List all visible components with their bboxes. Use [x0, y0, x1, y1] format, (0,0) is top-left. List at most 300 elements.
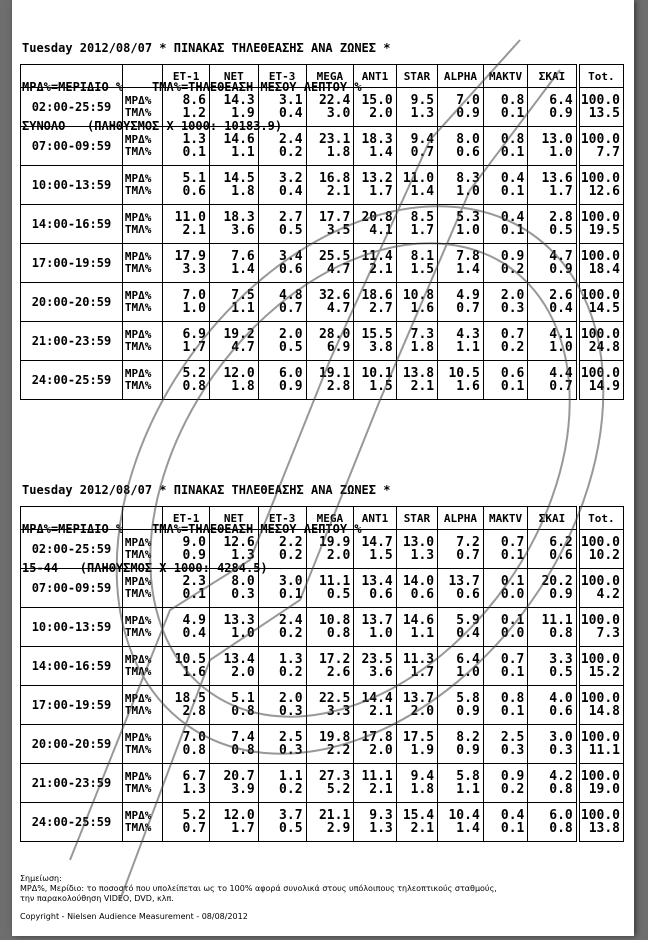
- share-value: 0.4: [500, 171, 525, 186]
- value-cell: [306, 166, 354, 205]
- value-cell: [396, 283, 437, 322]
- value-cell: [438, 764, 484, 803]
- footnote-line: ΜΡΔ%, Μερίδιο: το ποσοστό που υπολείπεται ως το 100% αφορά συνολικά στους υπόλοιπους τηλεοπτικούς σταθμούς,: [20, 884, 497, 893]
- value-cell: [163, 569, 210, 608]
- share-value: 17.2: [318, 652, 351, 667]
- value-cell: [528, 803, 578, 842]
- rating-label: ΤΜΛ%: [124, 587, 152, 600]
- share-value: 0.9: [500, 249, 525, 264]
- rating-label: ΤΜΛ%: [124, 704, 152, 717]
- share-label: ΜΡΔ%: [124, 289, 152, 302]
- total-cell: [578, 166, 624, 205]
- rating-value: 2.1: [410, 821, 435, 836]
- table-row: [21, 647, 624, 686]
- share-total: 100.0: [580, 366, 620, 381]
- rating-value: 1.7: [549, 184, 573, 199]
- share-value: 11.0: [402, 171, 435, 186]
- rating-value: 1.0: [456, 184, 480, 199]
- share-value: 10.1: [361, 366, 393, 381]
- value-cell: [396, 569, 437, 608]
- share-value: 8.2: [456, 730, 480, 745]
- measure-labels: [122, 322, 162, 361]
- table-row: [21, 686, 624, 725]
- rating-label: ΤΜΛ%: [124, 262, 152, 275]
- rating-value: 1.4: [456, 262, 480, 277]
- col-header-total: Tot.: [578, 65, 624, 88]
- rating-value: 1.5: [410, 262, 435, 277]
- value-cell: [258, 647, 306, 686]
- ratings-table-15-44: [20, 506, 624, 842]
- col-header-ant1: ANT1: [354, 507, 396, 530]
- value-cell: [163, 647, 210, 686]
- share-total: 100.0: [580, 574, 620, 589]
- rating-value: 0.1: [500, 145, 525, 160]
- share-value: 2.5: [279, 730, 303, 745]
- total-cell: [578, 244, 624, 283]
- share-value: 20.8: [361, 210, 393, 225]
- share-value: 13.7: [361, 613, 393, 628]
- rating-total: 14.9: [588, 379, 620, 394]
- timeslot-cell: 17:00-19:59: [21, 686, 123, 725]
- value-cell: [306, 205, 354, 244]
- share-value: 13.4: [361, 574, 393, 589]
- value-cell: [163, 205, 210, 244]
- col-header-star: STAR: [396, 507, 437, 530]
- value-cell: [354, 244, 396, 283]
- col-header-et1: ET-1: [163, 507, 210, 530]
- table-row: [21, 764, 624, 803]
- table-row: [21, 803, 624, 842]
- col-header-timeslot: [21, 65, 123, 88]
- rating-value: 2.8: [182, 704, 206, 719]
- share-label: ΜΡΔ%: [124, 133, 152, 146]
- share-value: 9.3: [369, 808, 393, 823]
- rating-value: 1.8: [410, 340, 435, 355]
- share-value: 8.5: [410, 210, 435, 225]
- rating-value: 1.7: [410, 223, 435, 238]
- share-value: 8.1: [410, 249, 435, 264]
- value-cell: [258, 205, 306, 244]
- share-total: 100.0: [580, 171, 620, 186]
- share-value: 13.3: [223, 613, 255, 628]
- col-header-et3: ET-3: [258, 65, 306, 88]
- value-cell: [209, 803, 258, 842]
- rating-value: 1.9: [231, 106, 255, 121]
- value-cell: [258, 127, 306, 166]
- value-cell: [396, 647, 437, 686]
- rating-label: ΤΜΛ%: [124, 782, 152, 795]
- share-total: 100.0: [580, 613, 620, 628]
- rating-value: 3.3: [182, 262, 206, 277]
- rating-value: 4.1: [369, 223, 393, 238]
- share-value: 19.1: [318, 366, 351, 381]
- col-header-timeslot: [21, 507, 123, 530]
- share-value: 11.4: [361, 249, 393, 264]
- total-cell: [578, 361, 624, 400]
- measure-labels: [122, 686, 162, 725]
- rating-value: 2.0: [326, 548, 351, 563]
- share-value: 6.4: [549, 93, 573, 108]
- rating-value: 1.0: [182, 301, 206, 316]
- total-cell: [578, 569, 624, 608]
- rating-value: 0.5: [279, 223, 303, 238]
- value-cell: [483, 361, 528, 400]
- rating-value: 0.3: [549, 743, 573, 758]
- value-cell: [163, 283, 210, 322]
- rating-value: 0.6: [456, 587, 480, 602]
- share-value: 17.5: [402, 730, 435, 745]
- value-cell: [258, 283, 306, 322]
- rating-total: 24.8: [588, 340, 620, 355]
- value-cell: [483, 725, 528, 764]
- share-total: 100.0: [580, 210, 620, 225]
- share-value: 18.3: [361, 132, 393, 147]
- share-value: 16.8: [318, 171, 351, 186]
- rating-value: 0.1: [500, 548, 525, 563]
- rating-value: 0.1: [500, 223, 525, 238]
- value-cell: [306, 608, 354, 647]
- table-head-row: [21, 507, 624, 530]
- value-cell: [209, 764, 258, 803]
- measure-labels: [122, 244, 162, 283]
- rating-value: 0.3: [231, 587, 255, 602]
- share-value: 5.2: [182, 366, 206, 381]
- rating-value: 1.6: [410, 301, 435, 316]
- rating-value: 0.7: [549, 379, 573, 394]
- footnote: [20, 874, 497, 904]
- rating-value: 0.7: [279, 301, 303, 316]
- value-cell: [306, 647, 354, 686]
- value-cell: [528, 608, 578, 647]
- rating-value: 2.2: [326, 743, 351, 758]
- share-value: 14.0: [402, 574, 435, 589]
- share-label: ΜΡΔ%: [124, 536, 152, 549]
- rating-value: 1.1: [231, 145, 255, 160]
- rating-value: 1.6: [456, 379, 480, 394]
- share-value: 0.4: [500, 808, 525, 823]
- total-cell: [578, 205, 624, 244]
- value-cell: [396, 764, 437, 803]
- rating-label: ΤΜΛ%: [124, 301, 152, 314]
- share-value: 11.3: [402, 652, 435, 667]
- value-cell: [209, 166, 258, 205]
- rating-total: 15.2: [588, 665, 620, 680]
- share-value: 3.7: [279, 808, 303, 823]
- value-cell: [396, 166, 437, 205]
- value-cell: [209, 244, 258, 283]
- total-cell: [578, 725, 624, 764]
- rating-total: 14.8: [588, 704, 620, 719]
- rating-value: 3.8: [369, 340, 393, 355]
- share-value: 13.7: [402, 691, 435, 706]
- header-line-title: Tuesday 2012/08/07 * ΠΙΝΑΚΑΣ ΤΗΛΕΘΕΑΣΗΣ ΑΝΑ ΖΩΝΕΣ *: [22, 41, 391, 55]
- rating-value: 3.6: [369, 665, 393, 680]
- rating-value: 0.6: [369, 587, 393, 602]
- rating-value: 0.9: [456, 743, 480, 758]
- value-cell: [209, 88, 258, 127]
- share-value: 5.8: [456, 691, 480, 706]
- value-cell: [163, 764, 210, 803]
- share-value: 0.8: [500, 93, 525, 108]
- measure-labels: [122, 530, 162, 569]
- header-line-population: ΣΥΝΟΛΟ (ΠΛΗΘΥΣΜΟΣ Χ 1000: 10183.9): [22, 119, 283, 133]
- measure-labels: [122, 127, 162, 166]
- value-cell: [438, 530, 484, 569]
- measure-labels: [122, 166, 162, 205]
- share-value: 4.7: [549, 249, 573, 264]
- timeslot-cell: 14:00-16:59: [21, 205, 123, 244]
- rating-value: 1.1: [410, 626, 435, 641]
- value-cell: [438, 205, 484, 244]
- rating-total: 10.2: [588, 548, 620, 563]
- value-cell: [258, 166, 306, 205]
- rating-value: 0.8: [549, 626, 573, 641]
- value-cell: [163, 361, 210, 400]
- share-value: 8.0: [456, 132, 480, 147]
- value-cell: [258, 686, 306, 725]
- rating-value: 0.2: [279, 782, 303, 797]
- value-cell: [163, 322, 210, 361]
- rating-value: 0.3: [279, 743, 303, 758]
- copyright-text: Copyright - Nielsen Audience Measurement - 08/08/2012: [20, 912, 248, 921]
- share-value: 19.9: [318, 535, 351, 550]
- value-cell: [483, 283, 528, 322]
- measure-labels: [122, 569, 162, 608]
- value-cell: [209, 322, 258, 361]
- rating-value: 2.0: [369, 743, 393, 758]
- measure-labels: [122, 764, 162, 803]
- value-cell: [163, 244, 210, 283]
- value-cell: [438, 88, 484, 127]
- share-value: 4.4: [549, 366, 573, 381]
- share-value: 6.7: [182, 769, 206, 784]
- share-value: 11.0: [174, 210, 206, 225]
- value-cell: [528, 205, 578, 244]
- rating-value: 0.2: [279, 548, 303, 563]
- share-value: 27.3: [318, 769, 351, 784]
- share-value: 5.1: [182, 171, 206, 186]
- rating-label: ΤΜΛ%: [124, 821, 152, 834]
- measure-labels: [122, 205, 162, 244]
- table-row: [21, 361, 624, 400]
- value-cell: [528, 166, 578, 205]
- rating-value: 0.1: [500, 379, 525, 394]
- share-value: 9.5: [410, 93, 435, 108]
- share-value: 3.3: [549, 652, 573, 667]
- share-value: 18.6: [361, 288, 393, 303]
- table-row: [21, 725, 624, 764]
- timeslot-cell: 07:00-09:59: [21, 569, 123, 608]
- share-label: ΜΡΔ%: [124, 731, 152, 744]
- rating-value: 1.1: [456, 340, 480, 355]
- measure-labels: [122, 725, 162, 764]
- total-cell: [578, 686, 624, 725]
- rating-value: 2.1: [369, 704, 393, 719]
- rating-value: 2.7: [369, 301, 393, 316]
- value-cell: [163, 88, 210, 127]
- rating-value: 1.3: [410, 106, 435, 121]
- share-value: 2.0: [279, 691, 303, 706]
- col-header-ant1: ANT1: [354, 65, 396, 88]
- value-cell: [438, 725, 484, 764]
- rating-value: 0.7: [456, 548, 480, 563]
- col-header-et3: ET-3: [258, 507, 306, 530]
- share-value: 2.6: [549, 288, 573, 303]
- value-cell: [354, 127, 396, 166]
- col-header-measure: [122, 65, 162, 88]
- timeslot-cell: 10:00-13:59: [21, 608, 123, 647]
- total-cell: [578, 530, 624, 569]
- share-value: 7.6: [231, 249, 255, 264]
- timeslot-cell: 14:00-16:59: [21, 647, 123, 686]
- value-cell: [438, 608, 484, 647]
- share-value: 5.3: [456, 210, 480, 225]
- share-label: ΜΡΔ%: [124, 211, 152, 224]
- rating-value: 3.3: [326, 704, 351, 719]
- share-total: 100.0: [580, 132, 620, 147]
- value-cell: [209, 647, 258, 686]
- rating-value: 1.3: [410, 548, 435, 563]
- table-row: [21, 205, 624, 244]
- col-header-maktv: MAKTV: [483, 507, 528, 530]
- value-cell: [528, 764, 578, 803]
- value-cell: [528, 686, 578, 725]
- share-value: 20.7: [223, 769, 255, 784]
- rating-value: 0.9: [549, 587, 573, 602]
- value-cell: [258, 569, 306, 608]
- rating-total: 19.5: [588, 223, 620, 238]
- rating-value: 1.8: [231, 379, 255, 394]
- value-cell: [354, 725, 396, 764]
- share-value: 7.8: [456, 249, 480, 264]
- value-cell: [258, 322, 306, 361]
- rating-value: 0.9: [549, 262, 573, 277]
- share-value: 4.2: [549, 769, 573, 784]
- value-cell: [354, 530, 396, 569]
- rating-value: 0.9: [549, 106, 573, 121]
- value-cell: [306, 322, 354, 361]
- total-cell: [578, 608, 624, 647]
- share-value: 3.0: [279, 574, 303, 589]
- share-value: 14.6: [402, 613, 435, 628]
- share-value: 10.5: [174, 652, 206, 667]
- rating-value: 0.8: [182, 379, 206, 394]
- measure-labels: [122, 88, 162, 127]
- rating-value: 0.2: [279, 665, 303, 680]
- ratings-table-total: [20, 64, 624, 400]
- share-label: ΜΡΔ%: [124, 770, 152, 783]
- rating-value: 0.7: [410, 145, 435, 160]
- value-cell: [354, 166, 396, 205]
- share-value: 19.8: [318, 730, 351, 745]
- share-value: 1.1: [279, 769, 303, 784]
- col-header-star: STAR: [396, 65, 437, 88]
- rating-value: 1.4: [410, 184, 435, 199]
- value-cell: [438, 647, 484, 686]
- rating-value: 0.9: [182, 548, 206, 563]
- rating-value: 0.8: [549, 821, 573, 836]
- share-value: 21.1: [318, 808, 351, 823]
- rating-value: 1.7: [369, 184, 393, 199]
- value-cell: [209, 283, 258, 322]
- share-value: 6.9: [182, 327, 206, 342]
- rating-value: 1.0: [456, 665, 480, 680]
- rating-value: 1.0: [549, 340, 573, 355]
- share-value: 19.2: [223, 327, 255, 342]
- value-cell: [209, 205, 258, 244]
- value-cell: [209, 725, 258, 764]
- value-cell: [354, 88, 396, 127]
- share-value: 20.2: [541, 574, 573, 589]
- share-value: 11.1: [361, 769, 393, 784]
- rating-value: 5.2: [326, 782, 351, 797]
- share-value: 13.4: [223, 652, 255, 667]
- share-value: 6.4: [456, 652, 480, 667]
- share-total: 100.0: [580, 730, 620, 745]
- rating-value: 0.0: [500, 626, 525, 641]
- rating-value: 2.1: [182, 223, 206, 238]
- col-header-mega: MEGA: [306, 65, 354, 88]
- value-cell: [306, 686, 354, 725]
- value-cell: [306, 530, 354, 569]
- measure-labels: [122, 283, 162, 322]
- rating-value: 0.7: [456, 301, 480, 316]
- share-value: 13.6: [541, 171, 573, 186]
- share-value: 5.1: [231, 691, 255, 706]
- rating-value: 0.7: [182, 821, 206, 836]
- rating-value: 0.3: [279, 704, 303, 719]
- total-cell: [578, 322, 624, 361]
- total-cell: [578, 88, 624, 127]
- value-cell: [354, 283, 396, 322]
- total-cell: [578, 647, 624, 686]
- rating-total: 18.4: [588, 262, 620, 277]
- share-value: 5.9: [456, 613, 480, 628]
- share-total: 100.0: [580, 652, 620, 667]
- share-value: 7.0: [182, 730, 206, 745]
- rating-value: 0.5: [549, 223, 573, 238]
- value-cell: [483, 569, 528, 608]
- rating-value: 1.0: [369, 626, 393, 641]
- share-value: 17.7: [318, 210, 351, 225]
- share-value: 9.4: [410, 132, 435, 147]
- share-value: 15.4: [402, 808, 435, 823]
- value-cell: [258, 725, 306, 764]
- rating-value: 0.8: [182, 743, 206, 758]
- value-cell: [483, 88, 528, 127]
- value-cell: [438, 322, 484, 361]
- share-value: 14.6: [223, 132, 255, 147]
- timeslot-cell: 17:00-19:59: [21, 244, 123, 283]
- rating-total: 7.3: [596, 626, 620, 641]
- rating-value: 1.5: [369, 548, 393, 563]
- rating-total: 13.8: [588, 821, 620, 836]
- table-row: [21, 88, 624, 127]
- share-value: 17.8: [361, 730, 393, 745]
- share-total: 100.0: [580, 535, 620, 550]
- value-cell: [209, 569, 258, 608]
- share-value: 6.2: [549, 535, 573, 550]
- value-cell: [528, 361, 578, 400]
- share-value: 4.3: [456, 327, 480, 342]
- col-header-et1: ET-1: [163, 65, 210, 88]
- share-value: 2.8: [549, 210, 573, 225]
- value-cell: [354, 764, 396, 803]
- value-cell: [258, 530, 306, 569]
- rating-value: 1.8: [326, 145, 351, 160]
- rating-value: 0.6: [456, 145, 480, 160]
- rating-value: 0.8: [326, 626, 351, 641]
